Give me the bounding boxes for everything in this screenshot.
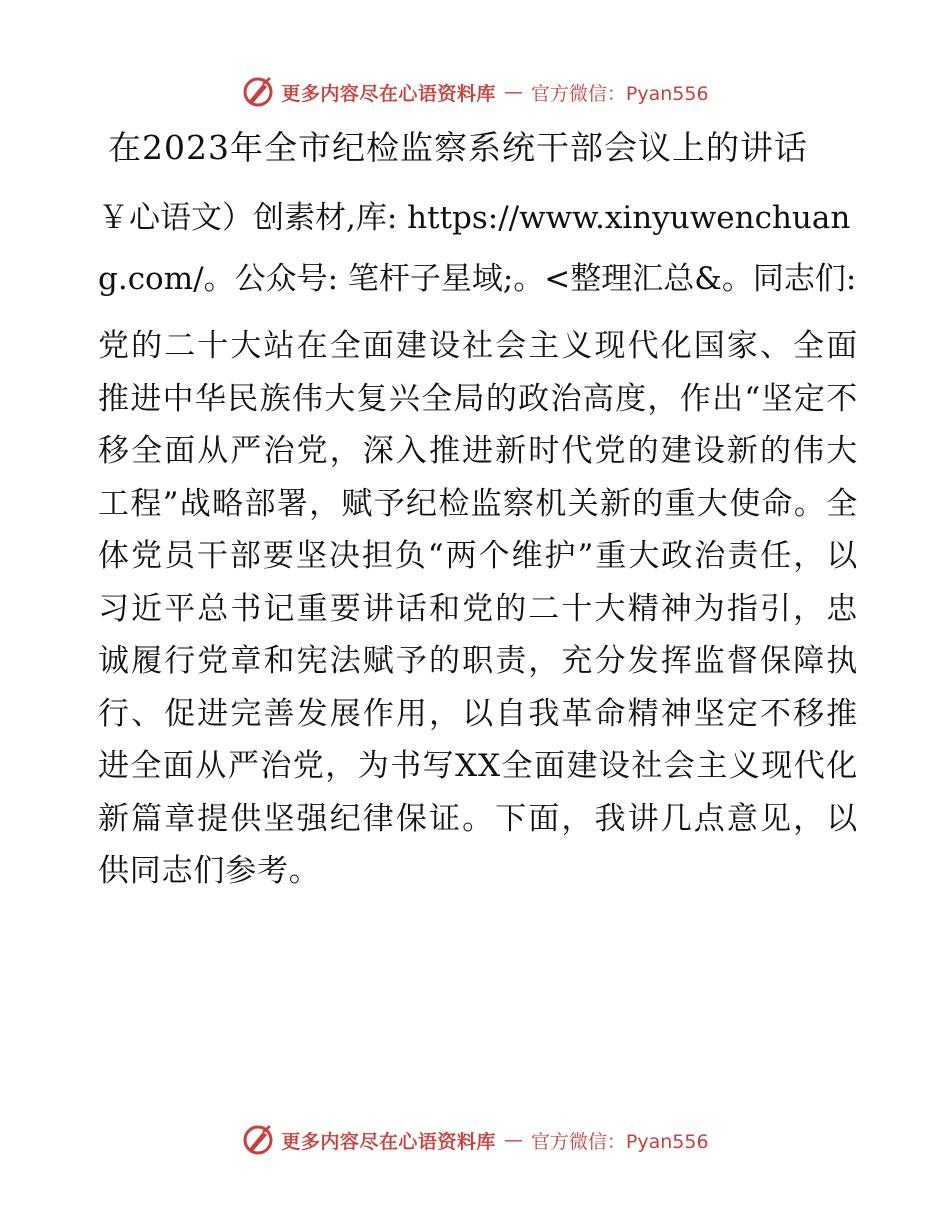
- banner-slogan: 更多内容尽在心语资料库: [281, 1130, 496, 1153]
- banner-wechat: 官方微信：Pyan556: [530, 82, 709, 105]
- banner-slogan: 更多内容尽在心语资料库: [281, 82, 496, 105]
- banner-wechat: 官方微信：Pyan556: [530, 1130, 709, 1153]
- banner-separator: —: [503, 1129, 523, 1151]
- footer-banner: [0, 1120, 950, 1160]
- header-banner: [0, 72, 950, 112]
- document-content: [98, 118, 858, 898]
- source-note: ￥心语文）创素材,库: https://www.xinyuwenchuang.com/。公众号: 笔杆子星域;。<整理汇总&。同志们:: [98, 200, 857, 297]
- body-paragraph: 党的二十大站在全面建设社会主义现代化国家、全面推进中华民族伟大复兴全局的政治高度，作出“坚定不移全面从严治党，深入推进新时代党的建设新的伟大工程”战略部署，赋予纪检监察机关新的重大使命。全体党员干部要坚决担负“两个维护”重大政治责任，以习近平总书记重要讲话和党的二十大精神为指引，忠诚履行党章和宪法赋予的职责，充分发挥监督保障执行、促进完善发展作用，以自我革命精神坚定不移推进全面从严治党，为书写XX全面建设社会主义现代化新篇章提供坚强纪律保证。下面，我讲几点意见，以供同志们参考。: [98, 328, 858, 889]
- quill-logo-icon: [241, 75, 275, 109]
- document-title: 在2023年全市纪检监察系统干部会议上的讲话: [108, 128, 808, 167]
- quill-logo-icon: [241, 1123, 275, 1157]
- banner-separator: —: [503, 81, 523, 103]
